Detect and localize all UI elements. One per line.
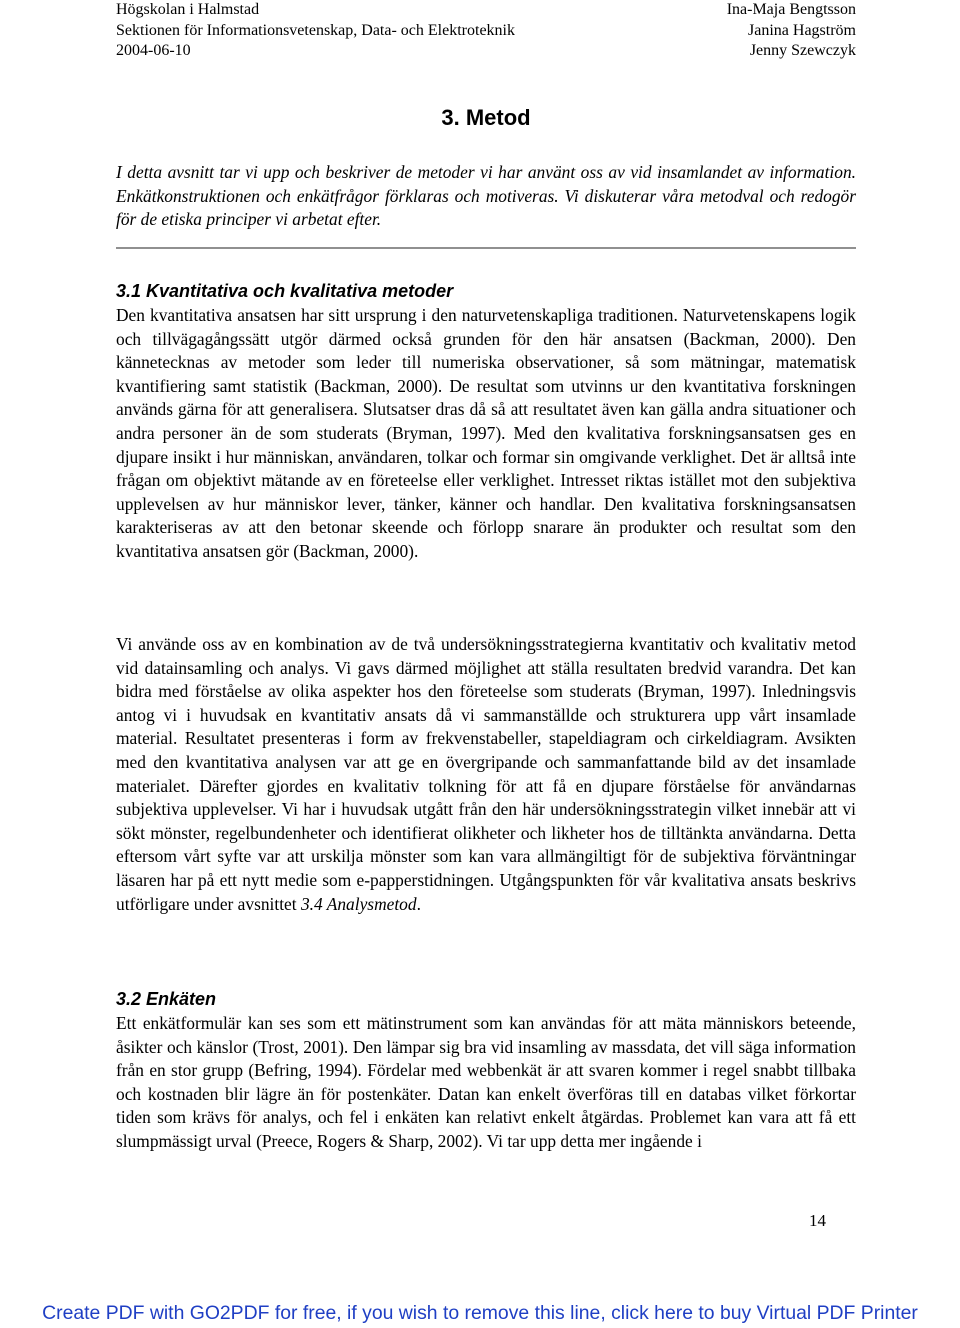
header-author-1: Ina-Maja Bengtsson bbox=[726, 1, 856, 18]
header-right-block bbox=[727, 0, 856, 62]
header-university: Högskolan i Halmstad bbox=[116, 1, 260, 18]
paragraph-2-end: . bbox=[416, 893, 421, 914]
chapter-title: 3. Metod bbox=[441, 105, 531, 130]
chapter-intro: I detta avsnitt tar vi upp och beskriver de metoder vi har använt oss av vid insamlandet av information. Enkätkonstruktionen och enkätfrågor förklaras och motiveras. Vi diskuterar våra metodval och redogör för de etiska principer vi arbetat efter. bbox=[116, 162, 856, 230]
section-3-1-paragraph-2 bbox=[116, 633, 856, 916]
section-heading-3-1: 3.1 Kvantitativa och kvalitativa metoder bbox=[116, 281, 454, 301]
page-number: 14 bbox=[809, 1211, 826, 1230]
section-3-1-paragraph-1: Den kvantitativa ansatsen har sitt ursprung i den naturvetenskapliga traditionen. Naturvetenskapens logik och tillvägagångssätt utgör därmed också grunden för den här ansatsen (Backman, 2000). Den kännetecknas av metoder som leder till numeriska observationer, så som mätningar, matematisk kvantifiering samt statistik (Backman, 2000). De resultat som utvinns ur den kvantitativa forskningen används gärna för att generalisera. Slutsatser dras då så att resultatet även kan gälla andra situationer och andra personer än de som studerats (Bryman, 1997). Med den kvalitativa forskningsansatsen ges en djupare insikt i hur människan, användaren, tolkar och formar sin omgivande verklighet. Det är alltså inte frågan om objektivt mätande av en företeelse eller verklighet. Intresset riktas istället mot den subjektiva upplevelsen av hur människor lever, tänker, känner och handlar. Den kvalitativa forskningsansatsen karakteriseras av att den betonar skeende och förlopp snarare än produkter och resultat som den kvantitativa ansatsen gör (Backman, 2000). bbox=[116, 305, 856, 561]
paragraph-2-text: Vi använde oss av en kombination av de två undersökningsstrategierna kvantitativ och kvalitativ metod vid datainsamling och analys. Vi gavs därmed möjlighet att ställa resultaten bredvid varandra. Det kan bidra med förståelse av olika aspekter hos den företeelse som studerats (Bryman, 1997). Inledningsvis antog vi i huvudsak en kvantitativ ansats då vi sammanställde och strukturera upp vårt insamlade material. Resultatet presenteras i form av frekvenstabeller, stapeldiagram och cirkeldiagram. Avsikten med den kvantitativa analysen var att ge en övergripande och sammanfattande bild av det insamlade materialet. Därefter gjordes en kvalitativ tolkning för att få en djupare förståelse för användarnas subjektiva upplevelser. Vi har i huvudsak utgått från den här undersökningsstrategin vilket innebär att vi sökt mönster, regelbundenheter och identifierat olikheter och likheter hos de tilltänkta användarna. Detta eftersom vårt syfte var att urskilja mönster som kan vara allmängiltigt för de subjektiva förväntningar läsaren har på ett nytt medie som e-papperstidningen. Utgångspunkten för vår kvalitativa ansats beskrivs utförligare under avsnittet bbox=[116, 634, 856, 914]
section-reference: 3.4 Analysmetod bbox=[300, 893, 417, 914]
section-heading-3-2: 3.2 Enkäten bbox=[116, 989, 217, 1009]
header-department: Sektionen för Informationsvetenskap, Data- och Elektroteknik bbox=[116, 21, 515, 39]
header-date: 2004-06-10 bbox=[116, 42, 191, 59]
section-3-2-paragraph-1: Ett enkätformulär kan ses som ett mätinstrument som kan användas för att mäta människors beteende, åsikter och känslor (Trost, 2001). Den lämpar sig bra vid insamling av massdata, det vill säga information från en stor grupp (Befring, 1994). Fördelar med webbenkät är att svaren kommer i regel snabbt tillbaka och kostnaden blir lägre än för postenkäter. Datan kan enkelt överföras till en databas vilket förkortar tiden som krävs för analys, och fel i enkäten kan relativt enkelt åtgärdas. Problemet kan vara att få ett slumpmässigt urval (Preece, Rogers & Sharp, 2002). Vi tar upp detta mer ingående i bbox=[116, 1013, 856, 1151]
header-author-2: Janina Hagström bbox=[748, 21, 856, 39]
section-divider bbox=[116, 247, 856, 249]
pdf-printer-banner-link[interactable]: Create PDF with GO2PDF for free, if you wish to remove this line, click here to buy Virtual PDF Printer bbox=[42, 1302, 918, 1324]
header-left-block bbox=[116, 0, 515, 62]
header-author-3: Jenny Szewczyk bbox=[749, 42, 856, 59]
